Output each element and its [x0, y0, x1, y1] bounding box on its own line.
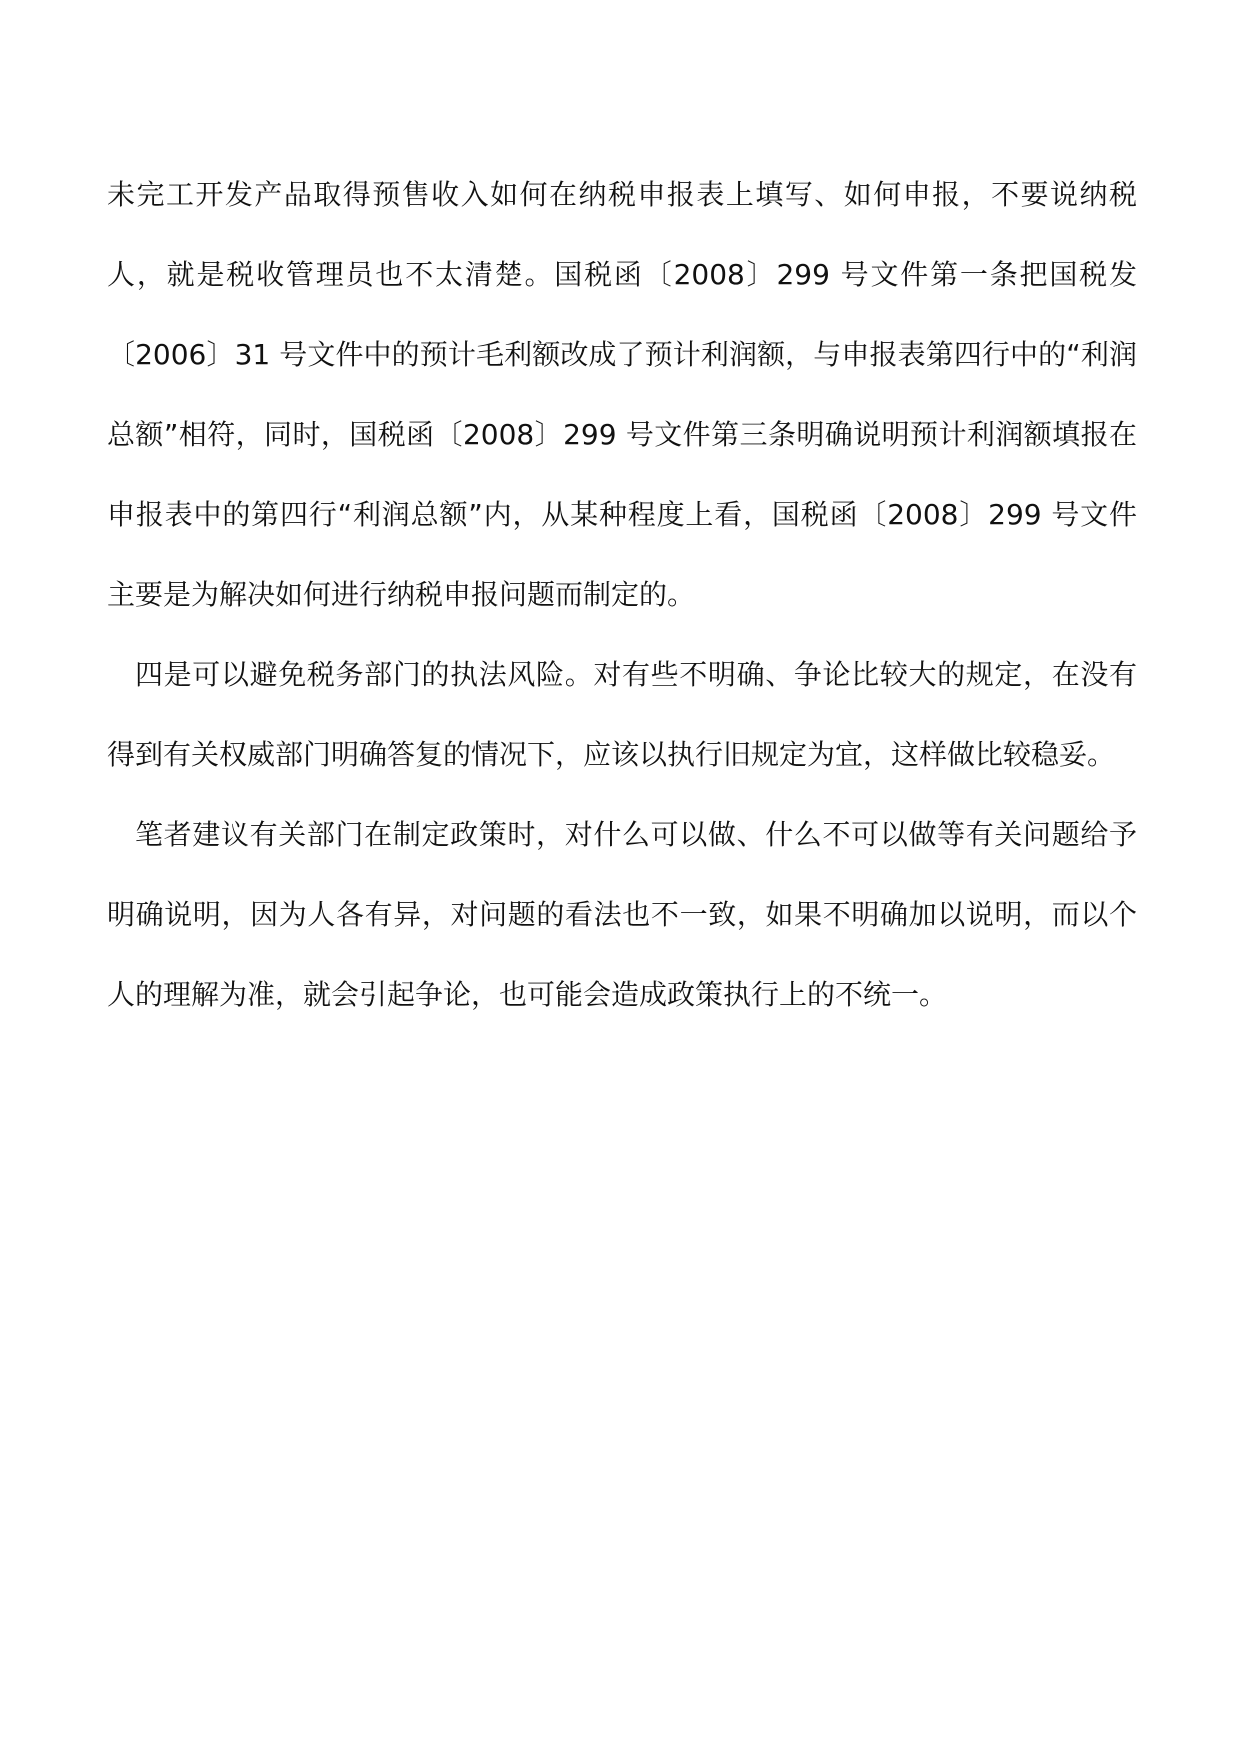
paragraph-author-suggestion: 笔者建议有关部门在制定政策时，对什么可以做、什么不可以做等有关问题给予明确说明，因为人各有异，对问题的看法也不一致，如果不明确加以说明，而以个人的理解为准，就会引起争论，也可能会造成政策执行上的不统一。: [107, 818, 1137, 1011]
paragraph-enforcement-risk: 四是可以避免税务部门的执法风险。对有些不明确、争论比较大的规定，在没有得到有关权威部门明确答复的情况下，应该以执行旧规定为宜，这样做比较稳妥。: [107, 658, 1137, 771]
paragraph-presale-income: 未完工开发产品取得预售收入如何在纳税申报表上填写、如何申报，不要说纳税人，就是税收管理员也不太清楚。国税函〔2008〕299 号文件第一条把国税发〔2006〕31 号文件中的预计毛利额改成了预计利润额，与申报表第四行中的“利润总额”相符，同时，国税函〔2008〕299 号文件第三条明确说明预计利润额填报在申报表中的第四行“利润总额”内，从某种程度上看，国税函〔2008〕299 号文件主要是为解决如何进行纳税申报问题而制定的。: [107, 178, 1137, 611]
document-body: [107, 155, 1137, 1035]
